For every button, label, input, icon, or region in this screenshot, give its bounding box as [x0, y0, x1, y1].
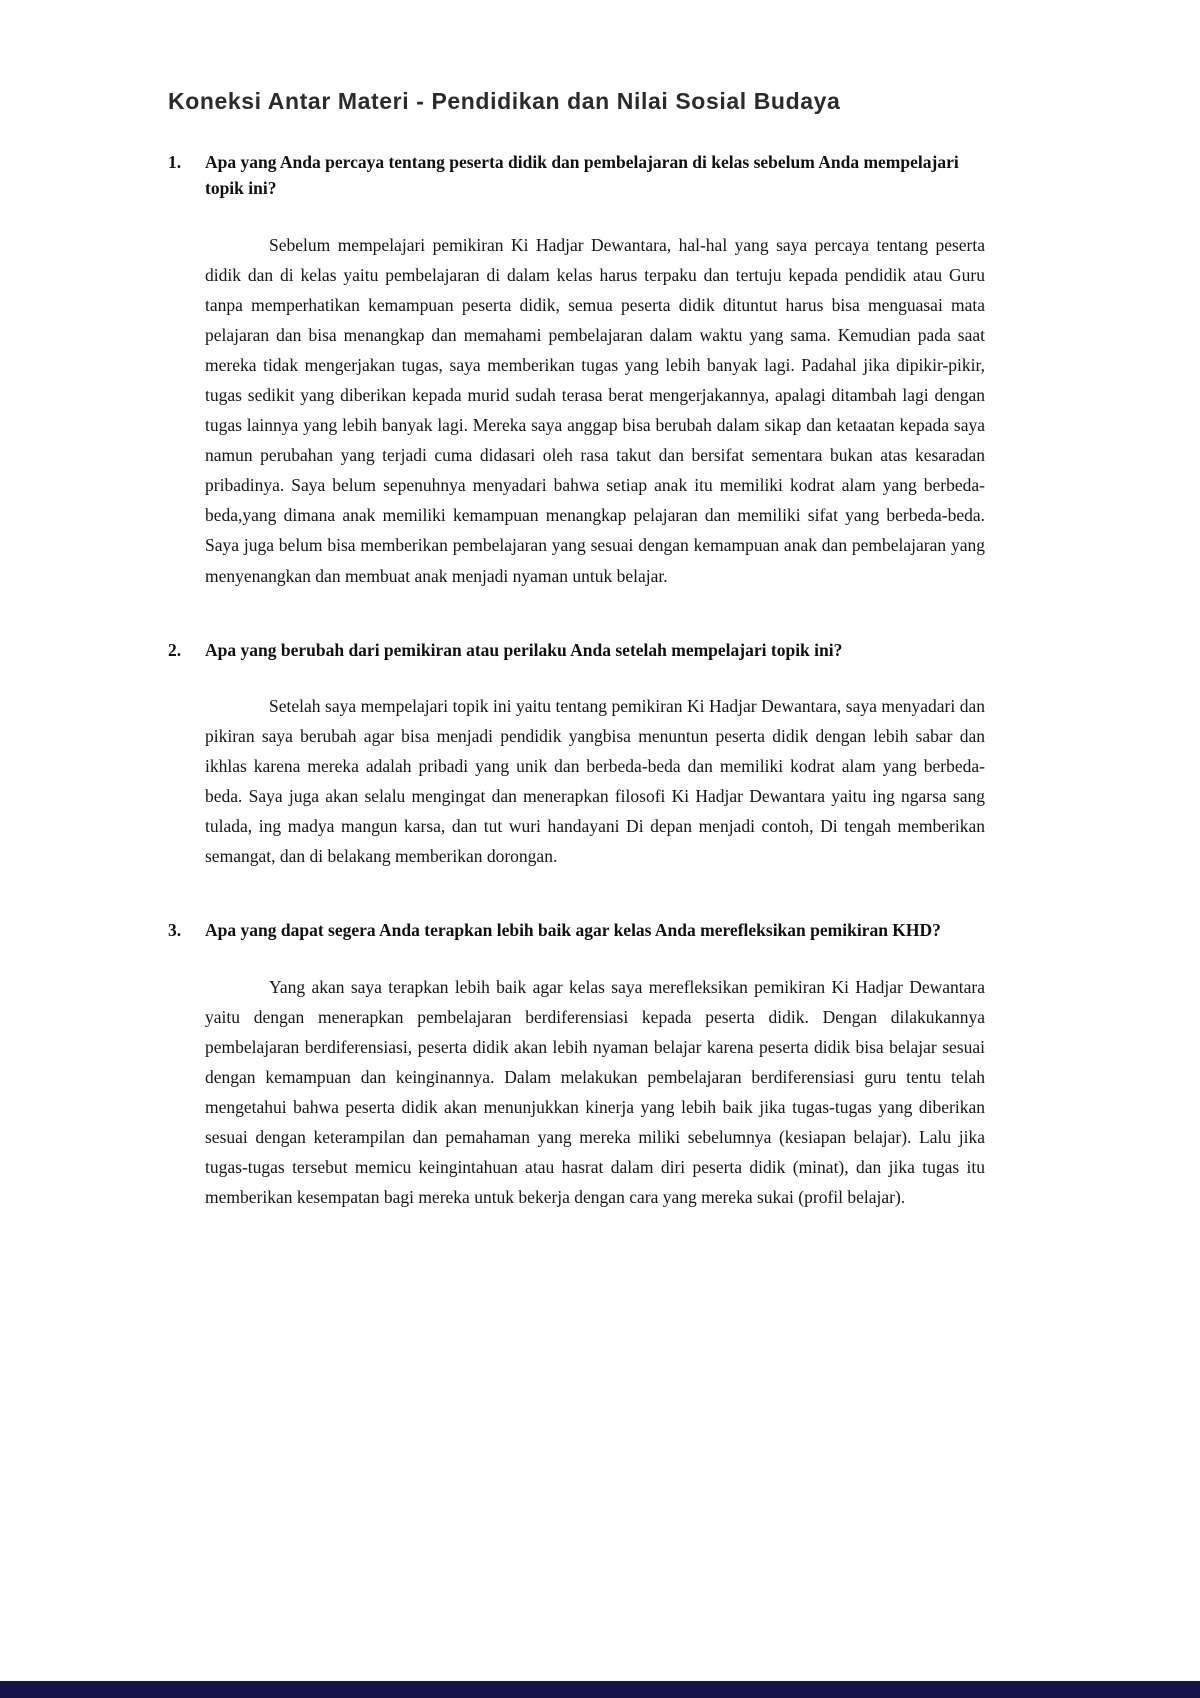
question-text: Apa yang berubah dari pemikiran atau perilaku Anda setelah mempelajari topik ini?: [205, 639, 843, 660]
footer-bar: [0, 1681, 1200, 1698]
answer-paragraph: Setelah saya mempelajari topik ini yaitu tentang pemikiran Ki Hadjar Dewantara, saya menyadari dan pikiran saya berubah agar bisa menjadi pendidik yangbisa menuntun peserta didik dengan lebih sabar dan ikhlas karena mereka adalah pribadi yang unik dan berbeda-beda dan memiliki kodrat alam yang berbeda-beda. Saya juga akan selalu mengingat dan menerapkan filosofi Ki Hadjar Dewantara yaitu ing ngarsa sang tulada, ing madya mangun karsa, dan tut wuri handayani Di depan menjadi contoh, Di tengah memberikan semangat, dan di belakang memberikan dorongan.: [205, 695, 985, 867]
question-heading: [168, 637, 985, 663]
question-number: 2.: [168, 639, 182, 660]
question-heading: [168, 149, 985, 202]
question-section-2: [168, 637, 985, 872]
question-heading: [168, 917, 985, 943]
question-number: 1.: [168, 152, 182, 172]
question-number: 3.: [168, 920, 182, 941]
answer-paragraph: Sebelum mempelajari pemikiran Ki Hadjar Dewantara, hal-hal yang saya percaya tentang peserta didik dan di kelas yaitu pembelajaran di dalam kelas harus terpaku dan tertuju kepada pendidik atau Guru tanpa memperhatikan kemampuan peserta didik, semua peserta didik dituntut harus bisa menguasai mata pelajaran dan bisa menangkap dan memahami pembelajaran dalam waktu yang sama. Kemudian pada saat mereka tidak mengerjakan tugas, saya memberikan tugas yang lebih banyak lagi. Padahal jika dipikir-pikir, tugas sedikit yang diberikan kepada murid sudah terasa berat mengerjakannya, apalagi ditambah lagi dengan tugas lainnya yang lebih banyak lagi. Mereka saya anggap bisa berubah dalam sikap dan ketaatan kepada saya namun perubahan yang terjadi cuma didasari oleh rasa takut dan bersifat sementara bukan atas kesaradan pribadinya. Saya belum sepenuhnya menyadari bahwa setiap anak itu memiliki kodrat alam yang berbeda-beda,yang dimana anak memiliki kemampuan menangkap pelajaran dan memiliki sifat yang berbeda-beda. Saya juga belum bisa memberikan pembelajaran yang sesuai dengan kemampuan anak dan pembelajaran yang menyenangkan dan membuat anak menjadi nyaman untuk belajar.: [205, 234, 985, 586]
question-text: Apa yang dapat segera Anda terapkan lebih baik agar kelas Anda merefleksikan pemikiran KHD?: [205, 920, 941, 941]
answer-paragraph: Yang akan saya terapkan lebih baik agar kelas saya merefleksikan pemikiran Ki Hadjar Dewantara yaitu dengan menerapkan pembelajaran berdiferensiasi kepada peserta didik. Dengan dilakukannya pembelajaran berdiferensiasi, peserta didik akan lebih nyaman belajar karena peserta didik bisa belajar sesuai dengan kemampuan dan keinginannya. Dalam melakukan pembelajaran berdiferensiasi guru tentu telah mengetahui bahwa peserta didik akan menunjukkan kinerja yang lebih baik jika tugas-tugas yang diberikan sesuai dengan keterampilan dan pemahaman yang mereka miliki sebelumnya (kesiapan belajar). Lalu jika tugas-tugas tersebut memicu keingintahuan atau hasrat dalam diri peserta didik (minat), dan jika tugas itu memberikan kesempatan bagi mereka untuk bekerja dengan cara yang mereka sukai (profil belajar).: [205, 976, 985, 1208]
question-section-1: [168, 149, 985, 591]
question-section-3: [168, 917, 985, 1212]
question-text: Apa yang Anda percaya tentang peserta didik dan pembelajaran di kelas sebelum Anda mempelajari topik ini?: [205, 152, 959, 199]
page-title: Koneksi Antar Materi - Pendidikan dan Nilai Sosial Budaya: [168, 88, 841, 114]
